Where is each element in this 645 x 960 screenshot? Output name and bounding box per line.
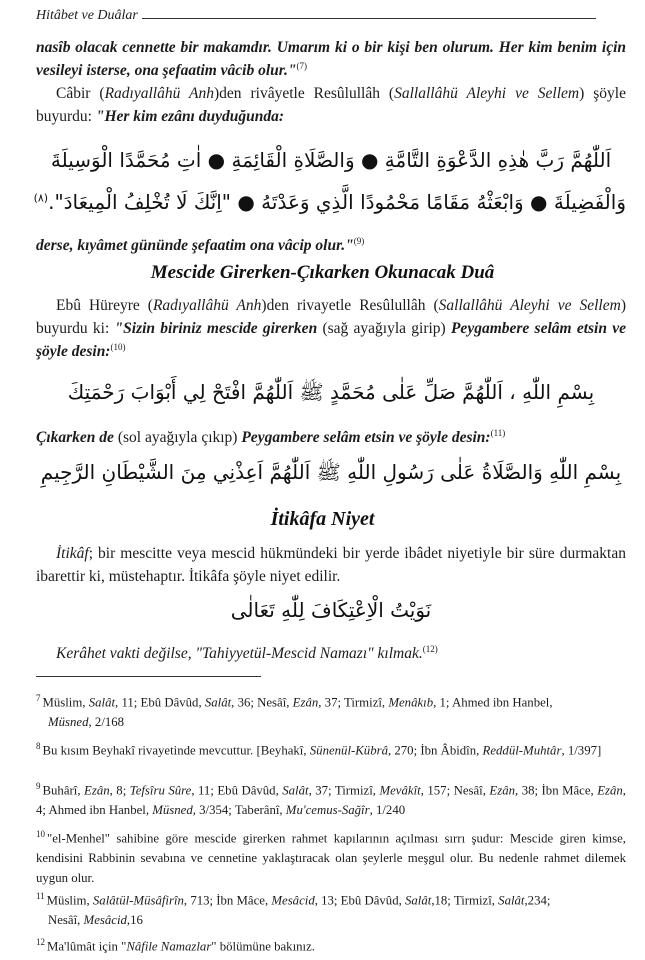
- fn-source: Salât: [204, 695, 232, 710]
- footnote-number: 7: [36, 693, 41, 703]
- fn-source: Tefsîru Sûre: [129, 783, 192, 798]
- fn-text: "el-Menhel" sahibine göre mescide girerken rahmet kapılarının açılması sırrı şudur: Mescide giren kimse, kendisini Rabbinin sevabına ve cennetine yaklaştıracak olan şeylerle meşgul olur. Bu nedenle rahmet dilemek uygun olur.: [36, 831, 626, 886]
- fn-text: , 38; İbn Mâce,: [515, 783, 598, 798]
- fn-text: , 1/397]: [561, 743, 602, 758]
- fn-text: , 8;: [109, 783, 130, 798]
- text-segment: (sağ ayağıyla girip): [317, 320, 451, 337]
- fn-text: ,18; Tirmizî,: [431, 893, 499, 908]
- running-header: [36, 8, 596, 28]
- fn-source: Nâfile Namazlar: [126, 939, 212, 954]
- paragraph-tahiyyat: [36, 642, 626, 665]
- text-segment: )den rivâyetle Resûlullâh (: [213, 85, 395, 102]
- fn-source: Mevâkît: [379, 783, 421, 798]
- fn-text: , 37; Tirmizî,: [308, 783, 380, 798]
- fn-source: Salâtül-Müsâfirîn: [92, 893, 184, 908]
- fn-text: Nesâî,: [48, 913, 84, 928]
- footnote-ref-11: (11): [490, 427, 506, 438]
- fn-source: Mesâcid: [83, 913, 127, 928]
- hadith-quote: Çıkarken de: [36, 429, 114, 446]
- footnote-separator: [36, 676, 261, 677]
- hadith-text: derse, kıyâmet gününde şefaatim ona vâcip olur.": [36, 237, 354, 254]
- fn-text: , 713; İbn Mâce,: [183, 893, 272, 908]
- paragraph-hadith-end: [36, 36, 626, 82]
- fn-text: , 270; İbn Âbidîn,: [387, 743, 483, 758]
- text-segment-italic: Radıyallâhü Anh: [104, 85, 214, 102]
- fn-text: Buhârî,: [42, 783, 85, 798]
- text-segment: ) buyurdu ki:: [36, 297, 626, 337]
- arabic-prayer-line-2: [33, 190, 626, 214]
- hadith-quote: Peygambere selâm etsin ve şöyle desin:: [241, 429, 491, 446]
- fn-source: Müsned: [48, 715, 89, 730]
- fn-text: , 11; Ebû Dâvûd,: [191, 783, 283, 798]
- fn-text: " bölümüne bakınız.: [211, 939, 315, 954]
- arabic-entering-prayer: بِسْمِ اللّٰهِ ، اَللّٰهُمَّ صَلِّ عَلٰى مُحَمَّدٍ ﷺ اَللّٰهُمَّ افْتَحْ لِي أَبْوَابَ رَحْمَتِكَ: [67, 380, 595, 404]
- footnote-ref-12: (12): [422, 643, 438, 654]
- fn-text: , 37; Tirmizî,: [318, 695, 389, 710]
- footnote-12: [36, 932, 626, 956]
- section-title-mosque-prayer: Mescide Girerken-Çıkarken Okunacak Duâ: [150, 262, 495, 283]
- footnote-number: 12: [36, 937, 45, 947]
- fn-text: , 1; Ahmed ibn Hanbel,: [433, 695, 553, 710]
- text-segment-italic: Kerâhet vakti değilse, "Tahiyyetül-Mescid Namazı" kılmak.: [56, 645, 423, 662]
- fn-text: Ma'lûmât için ": [47, 939, 127, 954]
- fn-source: Salât: [88, 695, 116, 710]
- footnote-ref-10: (10): [110, 341, 126, 352]
- footnote-ref-9: (9): [353, 235, 365, 246]
- text-segment-italic: Radıyallâhü Anh: [152, 297, 262, 314]
- hadith-quote: "Her kim ezânı duyduğunda:: [95, 108, 285, 125]
- footnote-number: 11: [36, 891, 45, 901]
- footnote-7: [36, 688, 626, 732]
- fn-source: Salât: [405, 893, 432, 908]
- fn-text: Bu kısım Beyhakî rivayetinde mevcuttur. [Beyhakî,: [42, 743, 310, 758]
- text-segment-italic: Sallallâhü Aleyhi ve Sellem: [438, 297, 621, 314]
- fn-text: , 4; Ahmed ibn Hanbel,: [36, 783, 626, 818]
- text-segment: )den rivayetle Resûlullâh (: [261, 297, 439, 314]
- fn-text: ,234;: [524, 893, 551, 908]
- header-title: Hitâbet ve Duâlar: [36, 8, 142, 24]
- fn-source: Ezân: [597, 783, 623, 798]
- footnote-9: [36, 776, 626, 820]
- text-segment: ) şöyle buyurdu:: [36, 85, 626, 125]
- fn-text: Müslim,: [46, 893, 93, 908]
- text-segment-italic: Sallallâhü Aleyhi ve Sellem: [394, 85, 580, 102]
- arabic-prayer-text: وَالْفَضِيلَةَ ● وَابْعَثْهُ مَقَامًا مَحْمُودًا الَّذِي وَعَدْتَهُ ● "اِنَّكَ لَا تُخْلِفُ الْمِيعَادَ".: [48, 190, 626, 214]
- fn-text: , 1/240: [369, 803, 406, 818]
- fn-text: Müslim,: [42, 695, 89, 710]
- text-segment: Ebû Hüreyre (: [56, 297, 153, 314]
- fn-source: Menâkıb: [388, 695, 434, 710]
- paragraph-hadith-conclusion: [36, 234, 626, 257]
- fn-source: Ezân: [84, 783, 110, 798]
- text-segment: Câbir (: [56, 85, 105, 102]
- fn-source: Müsned: [152, 803, 193, 818]
- fn-source: Mu'cemus-Sağîr: [285, 803, 370, 818]
- footnote-number: 8: [36, 741, 41, 751]
- fn-text: , 2/168: [88, 715, 125, 730]
- fn-source: Mesâcid: [271, 893, 315, 908]
- hadith-quote: Peygambere selâm etsin ve şöyle desin:: [36, 320, 626, 360]
- fn-source: Ezân: [489, 783, 516, 798]
- paragraph-itikaf: [36, 542, 626, 588]
- footnote-ref-8: (٨): [33, 191, 49, 205]
- text-segment: ; bir mescitte veya mescid hükmündeki bir yerde ibâdet niyetiyle bir süre durmaktan ibarettir ki, müstehaptır. İtikâfa şöyle niyet edilir.: [36, 545, 626, 585]
- fn-text: ,16: [126, 913, 143, 928]
- fn-source: Reddül-Muhtâr: [482, 743, 562, 758]
- footnote-number: 9: [36, 781, 41, 791]
- fn-text: , 36; Nesâî,: [231, 695, 293, 710]
- paragraph-ebu-hureyre: [36, 294, 626, 363]
- hadith-quote: "Sizin biriniz mescide girerken: [114, 320, 318, 337]
- term-itikaf: İtikâf: [56, 545, 89, 562]
- fn-source: Salât: [282, 783, 309, 798]
- footnote-number: 10: [36, 829, 45, 839]
- hadith-text: nasîb olacak cennette bir makamdır. Umarım ki o bir kişi ben olurum. Her kim benim için vesileyi isterse, ona şefaatim vâcib olur.": [36, 39, 626, 79]
- text-segment: (sol ayağıyla çıkıp): [113, 429, 242, 446]
- arabic-itikaf-intention: نَوَيْتُ الْاِعْتِكَافَ لِلّٰهِ تَعَالٰى: [230, 598, 432, 622]
- fn-text: , 157; Nesâî,: [420, 783, 490, 798]
- arabic-exiting-prayer: بِسْمِ اللّٰهِ وَالصَّلَاةُ عَلٰى رَسُولِ اللّٰهِ ﷺ اَللّٰهُمَّ اَعِذْنِي مِنَ الشَّيْطَانِ الرَّجِيمِ: [40, 460, 622, 484]
- fn-source: Salât: [498, 893, 525, 908]
- fn-text: , 13; Ebû Dâvûd,: [314, 893, 405, 908]
- footnote-11: [36, 886, 626, 930]
- fn-source: Sünenül-Kübrâ: [309, 743, 388, 758]
- fn-source: Ezân: [292, 695, 319, 710]
- paragraph-cabir: [36, 82, 626, 128]
- footnote-10: [36, 824, 626, 888]
- fn-text: , 3/354; Taberânî,: [192, 803, 286, 818]
- fn-text: , 11; Ebû Dâvûd,: [115, 695, 205, 710]
- paragraph-exiting: [36, 426, 626, 449]
- footnote-8: [36, 736, 626, 760]
- arabic-prayer-line-1: اَللّٰهُمَّ رَبَّ هٰذِهِ الدَّعْوَةِ التَّامَّةِ ● وَالصَّلَاةِ الْقَائِمَةِ ● اٰتِ مُحَمَّدًا الْوَسِيلَةَ: [50, 148, 612, 172]
- footnote-ref-7: (7): [296, 60, 307, 71]
- section-title-itikaf: İtikâfa Niyet: [270, 508, 375, 530]
